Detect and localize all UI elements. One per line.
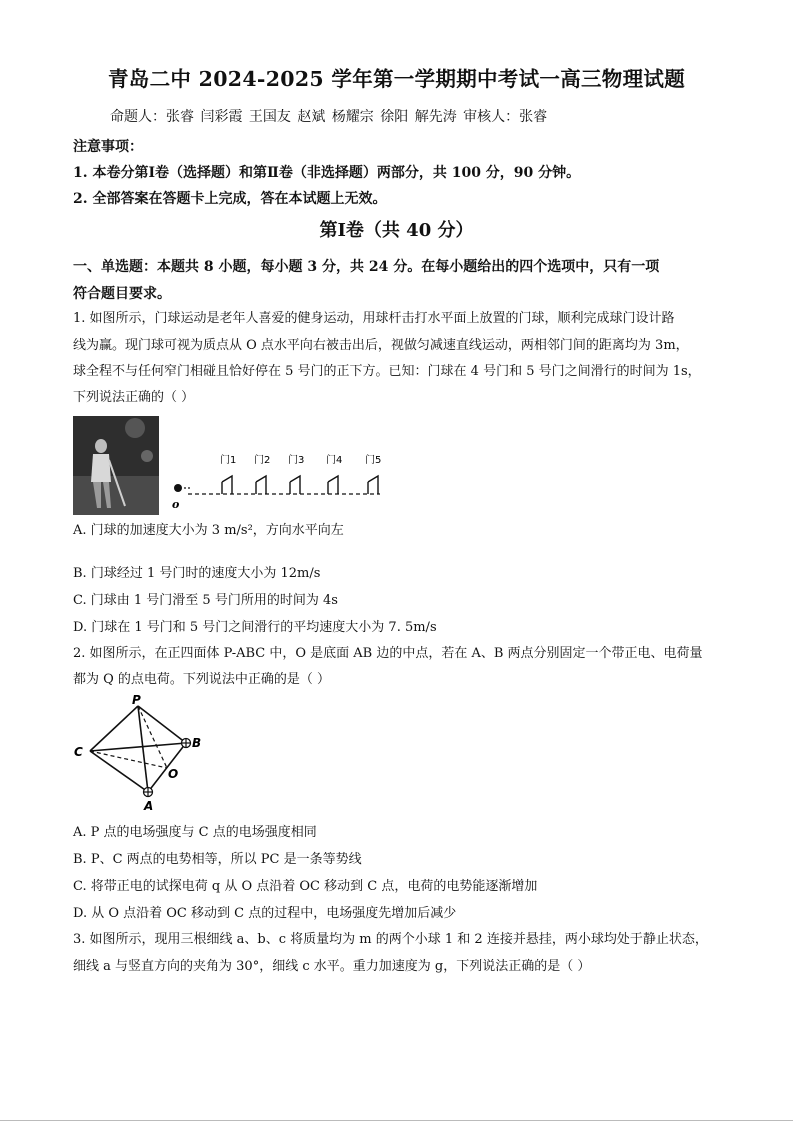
- authors-line: 命题人：张睿 闫彩霞 王国友 赵斌 杨耀宗 徐阳 解先涛 审核人：张睿: [110, 109, 548, 125]
- q1-option-b: B. 门球经过 1 号门时的速度大小为 12m/s: [73, 566, 321, 581]
- q1-option-a: A. 门球的加速度大小为 3 m/s²，方向水平向左: [73, 523, 344, 538]
- q2-option-d: D. 从 O 点沿着 OC 移动到 C 点的过程中，电场强度先增加后减少: [73, 906, 457, 921]
- section-intro-line-1: 一、单选题：本题共 8 小题，每小题 3 分，共 24 分。在每小题给出的四个选项中，只有一项: [73, 259, 660, 275]
- notes-heading: 注意事项：: [73, 139, 143, 155]
- section-title: 第Ⅰ卷（共 40 分）: [319, 220, 474, 241]
- gate-label-2: 门2: [254, 455, 271, 466]
- gate-label-5: 门5: [365, 455, 382, 466]
- q2-option-c: C. 将带正电的试探电荷 q 从 O 点沿着 OC 移动到 C 点，电荷的电势能逐渐增加: [73, 879, 538, 894]
- q1-option-c: C. 门球由 1 号门滑至 5 号门所用的时间为 4s: [73, 593, 338, 608]
- note-item-1: 1. 本卷分第Ⅰ卷（选择题）和第Ⅱ卷（非选择题）两部分，共 100 分，90 分钟。: [73, 165, 581, 181]
- gateball-player-photo: [73, 416, 159, 515]
- vertex-label-b: B: [192, 736, 202, 750]
- tetrahedron-diagram: [70, 694, 210, 812]
- point-label-o: O: [168, 767, 179, 781]
- note-item-2: 2. 全部答案在答题卡上完成，答在本试题上无效。: [73, 191, 387, 207]
- exam-title: 青岛二中 2024-2025 学年第一学期期中考试一高三物理试题: [108, 67, 685, 91]
- q1-line-2: 线为赢。现门球可视为质点从 O 点水平向右被击出后，视做匀减速直线运动，两相邻门间的距离均为 3m，: [73, 338, 689, 353]
- q1-line-3: 球全程不与任何窄门相碰且恰好停在 5 号门的正下方。已知：门球在 4 号门和 5 号门之间滑行的时间为 1s，: [73, 364, 701, 379]
- vertex-label-p: P: [132, 694, 141, 707]
- q1-line-4: 下列说法正确的（ ）: [73, 390, 195, 405]
- q3-line-2: 细线 a 与竖直方向的夹角为 30°，细线 c 水平。重力加速度为 g，下列说法正确的是（ ）: [73, 959, 591, 974]
- gateball-track-diagram: [166, 448, 386, 512]
- section-intro-line-2: 符合题目要求。: [73, 286, 171, 302]
- q2-line-1: 2. 如图所示，在正四面体 P-ABC 中，O 是底面 AB 边的中点，若在 A、B 两点分别固定一个带正电、电荷量: [73, 646, 703, 661]
- q1-line-1: 1. 如图所示，门球运动是老年人喜爱的健身运动，用球杆击打水平面上放置的门球，顺利完成球门设计路: [73, 311, 675, 326]
- vertex-label-c: C: [74, 745, 83, 759]
- origin-label: o: [172, 498, 180, 511]
- gate-label-3: 门3: [288, 455, 305, 466]
- q3-line-1: 3. 如图所示，现用三根细线 a、b、c 将质量均为 m 的两个小球 1 和 2 连接并悬挂，两小球均处于静止状态，: [73, 932, 708, 947]
- gate-label-4: 门4: [326, 455, 343, 466]
- q2-option-b: B. P、C 两点的电势相等，所以 PC 是一条等势线: [73, 852, 362, 867]
- q2-line-2: 都为 Q 的点电荷。下列说法中正确的是（ ）: [73, 672, 331, 687]
- gate-label-1: 门1: [220, 455, 237, 466]
- q1-option-d: D. 门球在 1 号门和 5 号门之间滑行的平均速度大小为 7. 5m/s: [73, 620, 437, 635]
- q2-option-a: A. P 点的电场强度与 C 点的电场强度相同: [73, 825, 317, 840]
- vertex-label-a: A: [144, 799, 154, 812]
- page-bottom-rule: [0, 1120, 793, 1121]
